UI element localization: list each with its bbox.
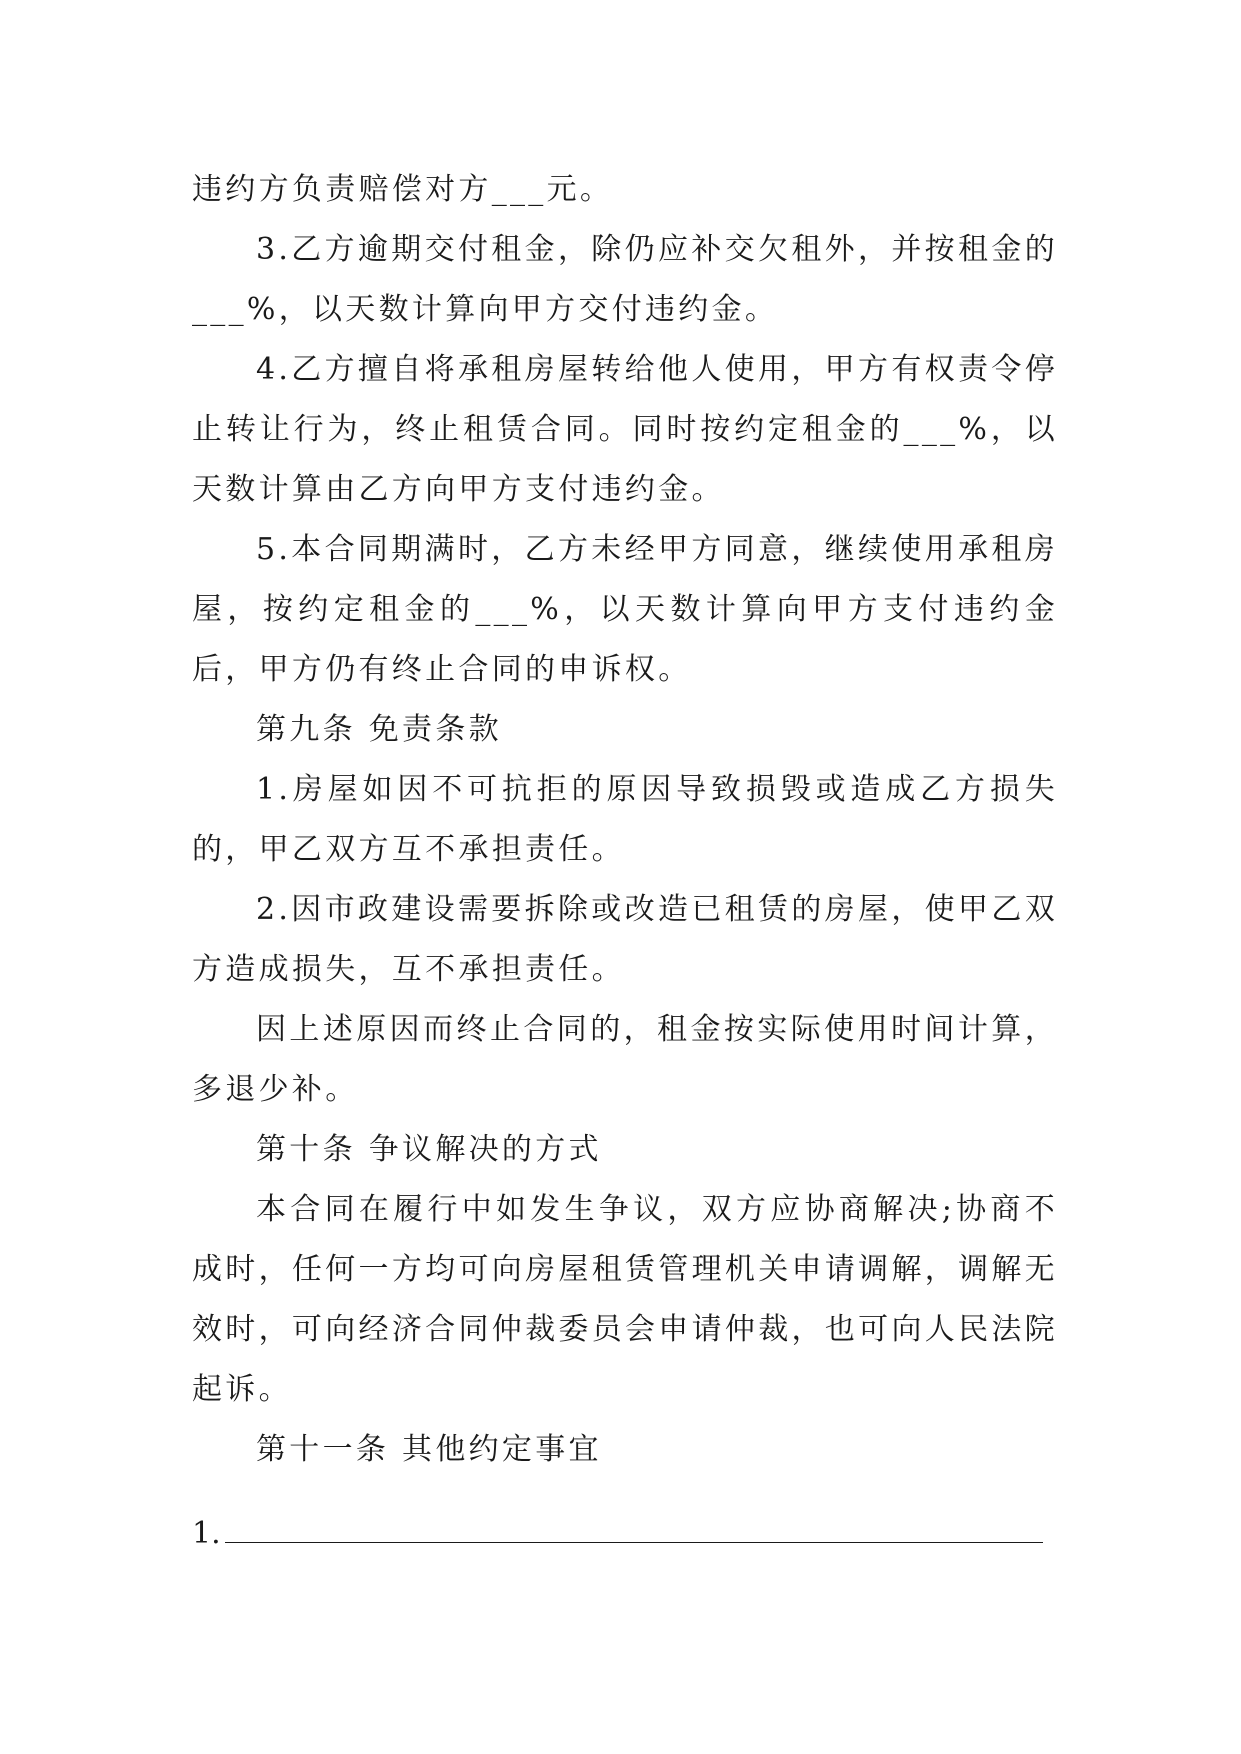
blank-item-number: 1. bbox=[192, 1516, 221, 1551]
paragraph-clause-5: 5.本合同期满时，乙方未经甲方同意，继续使用承租房屋，按约定租金的___%，以天数计算向甲方支付违约金后，甲方仍有终止合同的申诉权。 bbox=[192, 532, 1058, 687]
blank-fill-underline bbox=[225, 1520, 1043, 1543]
paragraph-exemption-note: 因上述原因而终止合同的，租金按实际使用时间计算，多退少补。 bbox=[192, 1012, 1058, 1107]
paragraph-penalty-continuation: 违约方负责赔偿对方___元。 bbox=[192, 172, 614, 207]
blank-item-row bbox=[192, 1504, 1058, 1564]
section-heading-article-10: 第十条 争议解决的方式 bbox=[256, 1132, 602, 1167]
paragraph-dispute-resolution: 本合同在履行中如发生争议，双方应协商解决;协商不成时，任何一方均可向房屋租赁管理机关申请调解，调解无效时，可向经济合同仲裁委员会申请仲裁，也可向人民法院起诉。 bbox=[192, 1192, 1058, 1407]
paragraph-clause-3: 3.乙方逾期交付租金，除仍应补交欠租外，并按租金的___%，以天数计算向甲方交付违约金。 bbox=[192, 232, 1058, 327]
paragraph-clause-4: 4.乙方擅自将承租房屋转给他人使用，甲方有权责令停止转让行为，终止租赁合同。同时按约定租金的___%，以天数计算由乙方向甲方支付违约金。 bbox=[192, 352, 1058, 507]
contract-body bbox=[192, 160, 1058, 1480]
section-heading-article-11: 第十一条 其他约定事宜 bbox=[256, 1432, 602, 1467]
paragraph-exemption-1: 1.房屋如因不可抗拒的原因导致损毁或造成乙方损失的，甲乙双方互不承担责任。 bbox=[192, 772, 1058, 867]
paragraph-exemption-2: 2.因市政建设需要拆除或改造已租赁的房屋，使甲乙双方造成损失，互不承担责任。 bbox=[192, 892, 1058, 987]
section-heading-article-9: 第九条 免责条款 bbox=[256, 712, 502, 747]
